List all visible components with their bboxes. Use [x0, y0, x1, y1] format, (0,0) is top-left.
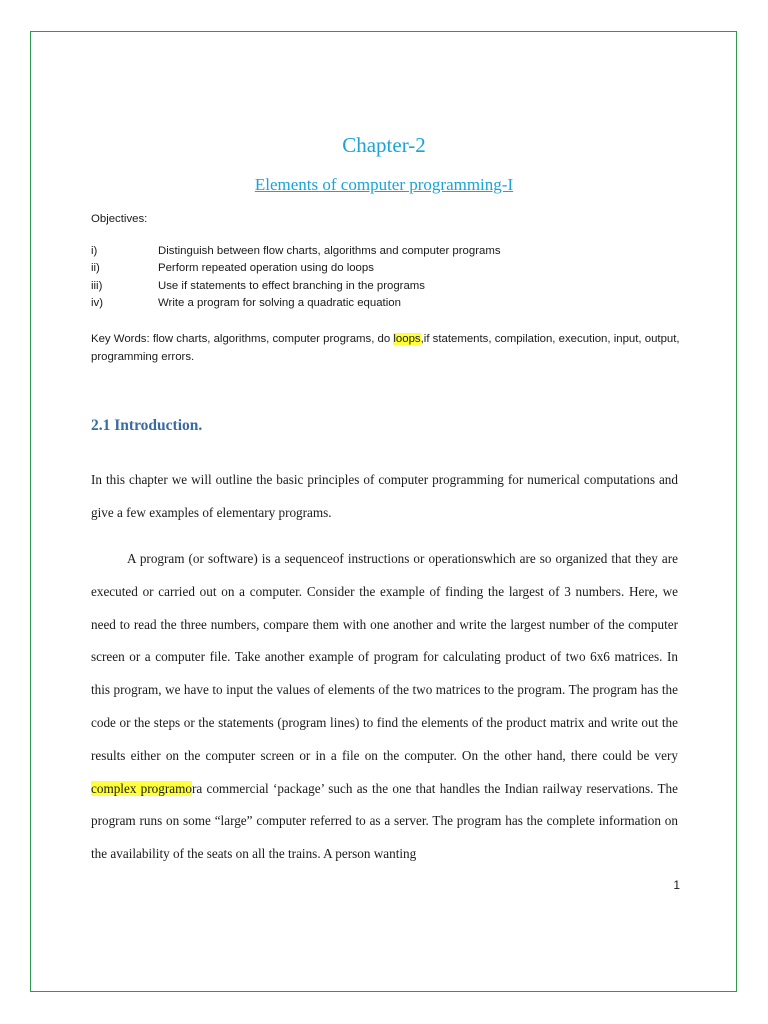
objective-item — [91, 260, 501, 277]
section-heading: 2.1 Introduction. — [91, 417, 203, 434]
paragraph-text: A program (or software) is a sequenceof instructions or operationswhich are so organized that they are executed or carried out on a computer. Consider the example of finding the largest of 3 numbers. Here, we need to read the three numbers, compare them with one another and write the largest number of the computer screen or a computer file. Take another example of program for calculating product of two 6x6 matrices. In this program, we have to input the values of elements of the two matrices to the program. The program has the code or the steps or the statements (program lines) to find the elements of the product matrix and write out the results either on the computer screen or in a file on the computer. On the other hand, there could be very — [91, 551, 678, 763]
keywords-highlight: loops — [393, 333, 421, 345]
keywords-text-rest: ,if statements, compilation, execution, input, output, programming errors. — [91, 333, 680, 363]
objective-text: Use if statements to effect branching in the programs — [158, 279, 425, 292]
page-number: 1 — [673, 878, 680, 892]
objectives-list — [91, 243, 501, 312]
keywords — [91, 331, 691, 366]
objective-text: Distinguish between flow charts, algorithms and computer programs — [158, 245, 501, 257]
keywords-text: Key Words: flow charts, algorithms, computer programs, do — [91, 333, 394, 345]
chapter-subtitle: Elements of computer programming-I — [254, 175, 514, 194]
objective-number: ii) — [91, 262, 100, 275]
chapter-title: Chapter-2 — [342, 133, 426, 157]
objective-text: Perform repeated operation using do loops — [158, 262, 374, 275]
objective-text: Write a program for solving a quadratic equation — [158, 296, 401, 309]
paragraph-highlight: complex programo — [91, 780, 192, 796]
objective-number: iv) — [91, 296, 104, 309]
objective-number: iii) — [91, 279, 103, 292]
objective-item — [91, 295, 501, 312]
program-paragraph — [91, 543, 678, 871]
objective-item — [91, 278, 501, 295]
objective-item — [91, 243, 501, 260]
objectives-heading: Objectives: — [91, 213, 148, 225]
objective-number: i) — [91, 245, 98, 257]
intro-paragraph: In this chapter we will outline the basic principles of computer programming for numerical computations and give a few examples of elementary programs. — [91, 472, 678, 520]
paragraph-text-rest: ra commercial ‘package’ such as the one that handles the Indian railway reservations. The program runs on some “large” computer referred to as a server. The program has the complete information on the availability of the seats on all the trains. A person wanting — [91, 780, 678, 862]
